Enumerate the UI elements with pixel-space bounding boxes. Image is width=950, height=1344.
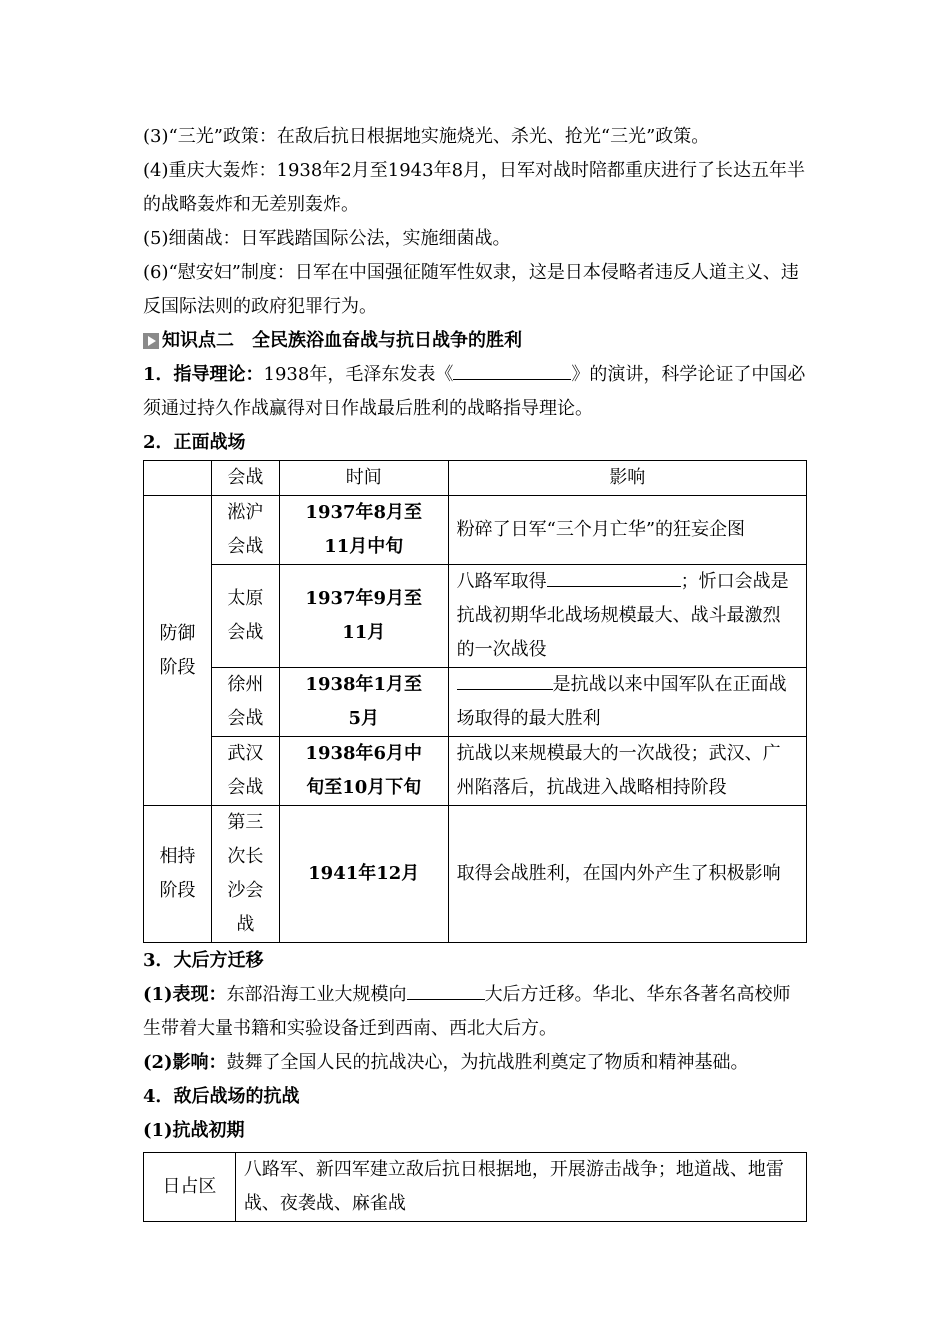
battle-effect: 抗战以来规模最大的一次战役；武汉、广州陷落后，抗战进入战略相持阶段 [448,737,806,806]
item-guiding-theory-text-a: 1938年，毛泽东发表《 [263,364,454,385]
battle-name: 淞沪会战 [211,496,279,565]
item-rear-migration-p1 [143,978,807,1046]
battle-name: 第三次长沙会战 [211,806,279,943]
battle-effect-b: ；忻口会战是抗战初期华北战场规模最大、战斗最激烈的一次战役 [456,571,789,660]
item-rear-migration-p1-label: (1)表现： [143,984,227,1005]
section-heading [143,324,807,358]
section-title: 知识点二 全民族浴血奋战与抗日战争的胜利 [162,330,522,351]
item-guiding-theory-text-b: 》的演讲，科学论证了中国必须通过持久作战赢得对日作战最后胜利的战略指导理论。 [143,364,806,419]
item-rear-migration-p1-b: 大后方迁移。华北、华东各著名高校师生带着大量书籍和实验设备迁到西南、西北大后方。 [143,984,791,1039]
fill-blank[interactable] [457,671,553,690]
document-page [143,118,807,1222]
table-row [144,1153,807,1222]
fill-blank[interactable] [407,981,485,1000]
table-header-battle: 会战 [211,461,279,496]
occupied-area-text: 八路军、新四军建立敌后抗日根据地，开展游击战争；地道战、地雷战、夜袭战、麻雀战 [235,1153,806,1222]
battle-time: 1941年12月 [279,806,448,943]
battle-effect [448,668,806,737]
table-header-effect: 影响 [448,461,806,496]
paragraph-germ-warfare: (5)细菌战：日军践踏国际公法，实施细菌战。 [143,228,511,249]
item-rear-migration-p2 [143,1046,807,1080]
item-guiding-theory [143,358,807,426]
table-row [144,496,807,565]
battle-time: 1937年9月至11月 [279,565,448,668]
fill-blank[interactable] [453,361,571,380]
occupied-area-table [143,1152,807,1222]
stage-stalemate: 相持阶段 [144,806,212,943]
battle-effect [448,565,806,668]
table-header-time: 时间 [279,461,448,496]
item-rear-migration-heading: 3．大后方迁移 [143,950,264,971]
battle-effect-b: 是抗战以来中国军队在正面战场取得的最大胜利 [456,674,787,729]
item-behind-lines-heading: 4．敌后战场的抗战 [143,1086,300,1107]
battle-name: 太原会战 [211,565,279,668]
table-row [144,806,807,943]
item-guiding-theory-label: 1．指导理论： [143,364,264,385]
fill-blank[interactable] [547,568,681,587]
table-header-row [144,461,807,496]
battle-effect-a: 八路军取得 [456,571,547,592]
play-triangle-icon [143,333,159,349]
paragraph-chongqing-bombing: (4)重庆大轰炸：1938年2月至1943年8月，日军对战时陪都重庆进行了长达五年半的战略轰炸和无差别轰炸。 [143,160,806,215]
item-rear-migration-p1-a: 东部沿海工业大规模向 [226,984,407,1005]
paragraph-three-all-policy: (3)“三光”政策：在敌后抗日根据地实施烧光、杀光、抢光“三光”政策。 [143,126,710,147]
paragraph-comfort-women: (6)“慰安妇”制度：日军在中国强征随军性奴隶，这是日本侵略者违反人道主义、违反国际法则的政府犯罪行为。 [143,262,799,317]
battle-effect: 取得会战胜利，在国内外产生了积极影响 [448,806,806,943]
item-rear-migration-p2-text: 鼓舞了全国人民的抗战决心，为抗战胜利奠定了物质和精神基础。 [226,1052,749,1073]
battle-name: 武汉会战 [211,737,279,806]
stage-defense: 防御阶段 [144,496,212,806]
occupied-area-label: 日占区 [144,1153,236,1222]
item-behind-lines-sub: (1)抗战初期 [143,1120,245,1141]
item-rear-migration-p2-label: (2)影响： [143,1052,227,1073]
table-row [144,668,807,737]
battle-name: 徐州会战 [211,668,279,737]
battle-time: 1938年6月中旬至10月下旬 [279,737,448,806]
battle-time: 1937年8月至11月中旬 [279,496,448,565]
item-front-battlefield-heading: 2．正面战场 [143,432,246,453]
table-row [144,737,807,806]
table-row [144,565,807,668]
table-header-empty [144,461,212,496]
battle-table [143,460,807,943]
battle-effect: 粉碎了日军“三个月亡华”的狂妄企图 [448,496,806,565]
battle-time: 1938年1月至5月 [279,668,448,737]
